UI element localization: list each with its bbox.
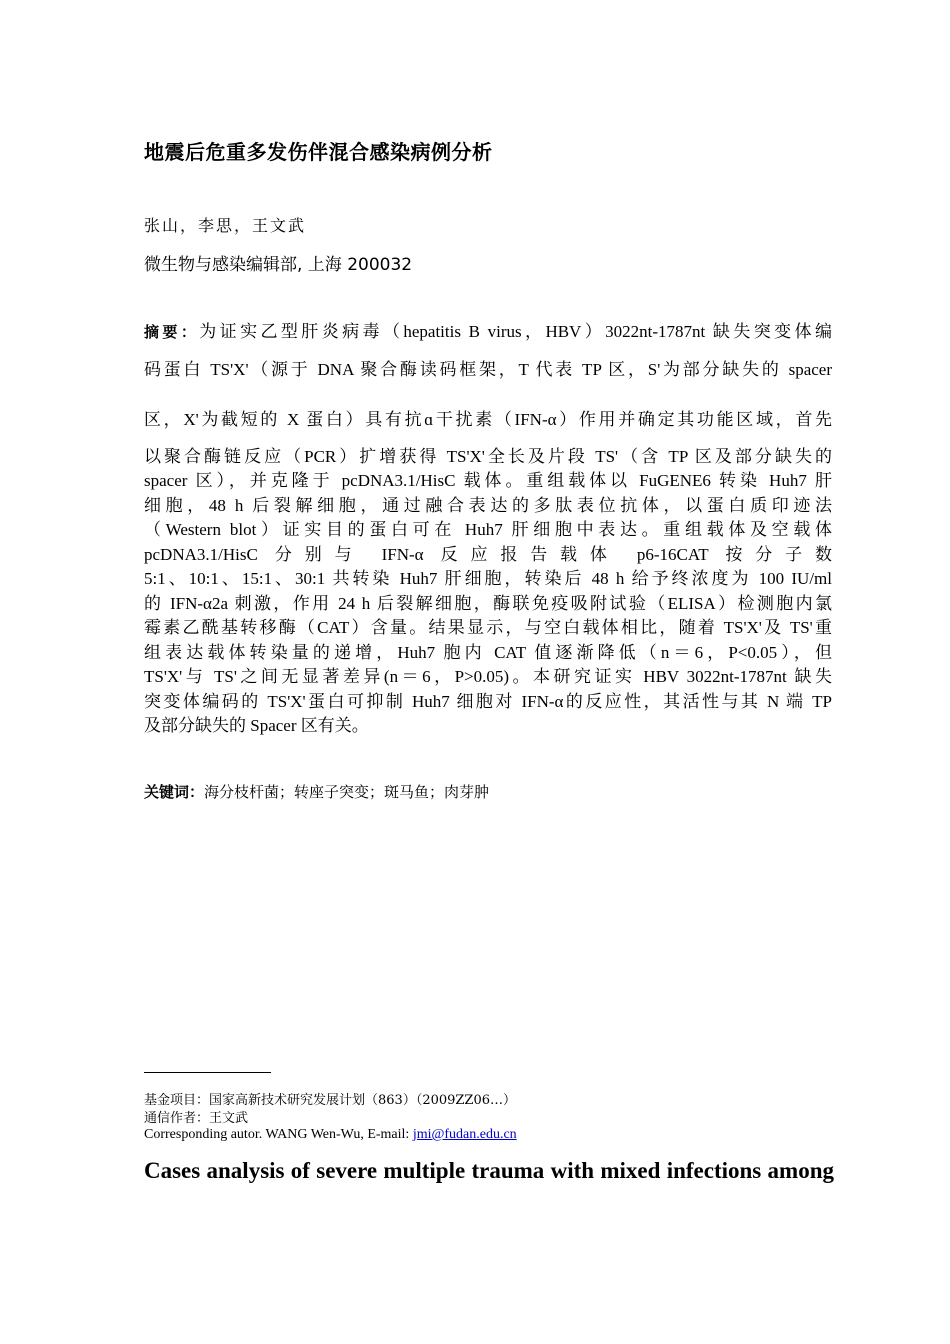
abstract-line-2: 码蛋白 TS'X'（源于 DNA 聚合酶读码框架，T 代表 TP 区，S'为部分缺失的 spacer — [144, 359, 832, 379]
abstract-line-6: 细胞，48 h 后裂解细胞，通过融合表达的多肽表位抗体，以蛋白质印迹法 — [144, 495, 832, 515]
abstract-line-7: （Western blot）证实目的蛋白可在 Huh7 肝细胞中表达。重组载体及空载体 — [144, 520, 832, 539]
abstract-line-5: spacer 区），并克隆于 pcDNA3.1/HisC 载体。重组载体以 FuGENE6 转染 Huh7 肝 — [144, 471, 832, 490]
abstract-line-8: pcDNA3.1/HisC 分别与 IFN-α 反应报告载体 p6-16CAT 按分子数 — [144, 544, 832, 564]
abstract-line-15: 及部分缺失的 Spacer 区有关。 — [144, 716, 369, 735]
author-list: 张山，李思，王文武 — [144, 216, 307, 235]
abstract-line-14: 突变体编码的 TS'X'蛋白可抑制 Huh7 细胞对 IFN-α的反应性，其活性与其 N 端 TP — [144, 691, 832, 711]
keywords: 关键词：海分枝杆菌；转座子突变；斑马鱼；肉芽肿 — [144, 783, 490, 801]
abstract-line-1: 摘要：为证实乙型肝炎病毒（hepatitis B virus，HBV）3022nt-1787nt 缺失突变体编 — [144, 322, 832, 341]
abstract-line-12: 组表达载体转染量的递增，Huh7 胞内 CAT 值逐渐降低（n＝6，P<0.05），但 — [144, 642, 832, 662]
abstract-label: 摘要 — [144, 323, 181, 341]
abstract-line-10: 的 IFN-α2a 刺激，作用 24 h 后裂解细胞，酶联免疫吸附试验（ELISA）检测胞内氯 — [144, 593, 832, 613]
keywords-label: 关键词 — [144, 783, 190, 801]
abstract-line-3: 区，X'为截短的 X 蛋白）具有抗ɑ干扰素（IFN-α）作用并确定其功能区域，首先 — [144, 409, 832, 429]
footnote-funding: 基金项目：国家高新技术研究发展计划（863）（2009ZZ06…） — [144, 1093, 517, 1108]
abstract-line-9: 5:1、10:1、15:1、30:1 共转染 Huh7 肝细胞，转染后 48 h 给予终浓度为 100 IU/ml — [144, 569, 832, 588]
footnote-divider — [144, 1072, 271, 1073]
footnote-correspondence-cn: 通信作者：王文武 — [144, 1111, 249, 1126]
paper-title-cn: 地震后危重多发伤伴混合感染病例分析 — [144, 140, 493, 164]
email-link[interactable]: jmi@fudan.edu.cn — [412, 1127, 517, 1142]
abstract-line-4: 以聚合酶链反应（PCR）扩增获得 TS'X'全长及片段 TS'（含 TP 区及部分缺失的 — [144, 446, 832, 466]
paper-title-en: Cases analysis of severe multiple trauma with mixed infections among — [144, 1158, 834, 1183]
correspondence-prefix: Corresponding autor. WANG Wen-Wu, E-mail: — [144, 1127, 413, 1142]
keywords-text: 海分枝杆菌；转座子突变；斑马鱼；肉芽肿 — [204, 783, 490, 801]
footnote-correspondence-en — [144, 1127, 517, 1143]
abstract-line-13: TS'X'与 TS'之间无显著差异(n＝6，P>0.05)。本研究证实 HBV 3022nt-1787nt 缺失 — [144, 667, 832, 686]
affiliation: 微生物与感染编辑部, 上海 200032 — [144, 255, 413, 275]
abstract — [144, 320, 832, 739]
abstract-line-11: 霉素乙酰基转移酶（CAT）含量。结果显示，与空白载体相比，随着 TS'X'及 TS'重 — [144, 618, 832, 637]
abstract-text-1: 为证实乙型肝炎病毒（hepatitis B virus，HBV）3022nt-1787nt 缺失突变体编 — [199, 322, 832, 341]
